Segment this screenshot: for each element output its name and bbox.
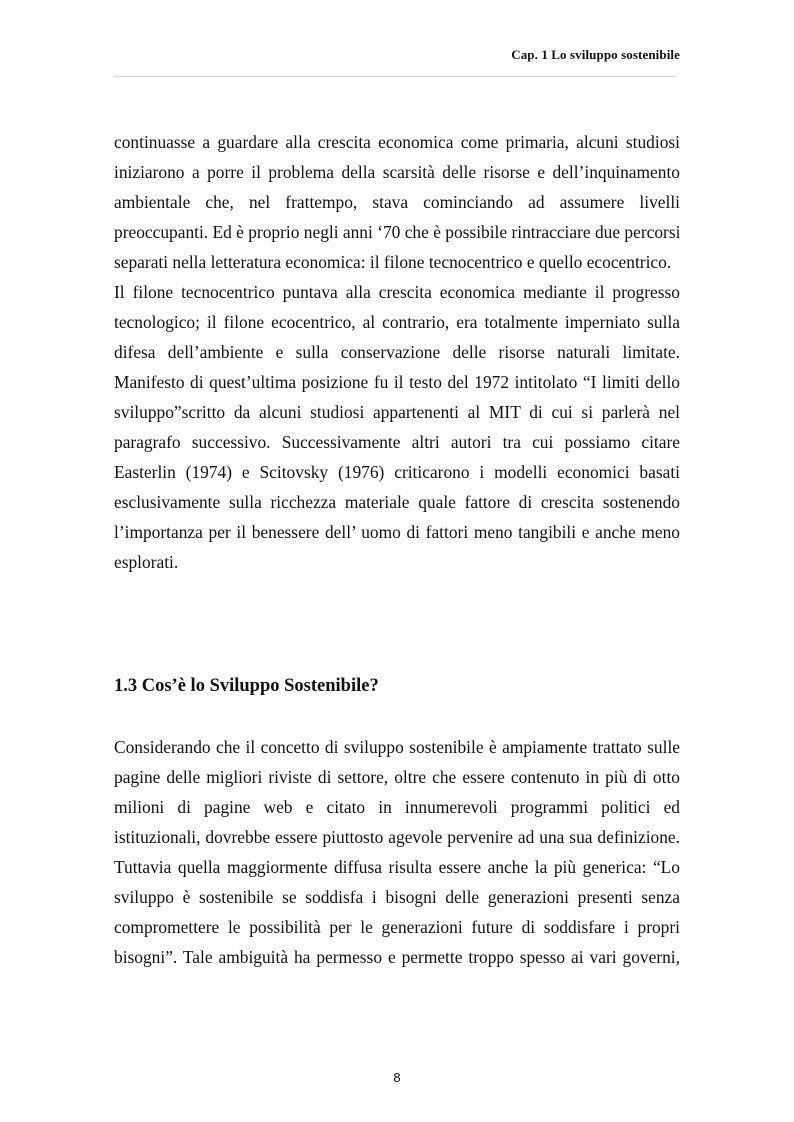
text-line: compromettere le possibilità per le generazioni future di soddisfare i propri — [114, 917, 680, 937]
text-line: preoccupanti. Ed è proprio negli anni ‘70 che è possibile rintracciare due percorsi — [114, 222, 681, 242]
text-line: Il filone tecnocentrico puntava alla crescita economica mediante il progresso — [114, 282, 680, 302]
text-line: sviluppo è sostenibile se soddisfa i bisogni delle generazioni presenti senza — [114, 887, 680, 907]
text-line: separati nella letteratura economica: il filone tecnocentrico e quello ecocentrico. — [114, 252, 672, 272]
text-line: l’importanza per il benessere dell’ uomo di fattori meno tangibili e anche meno — [114, 522, 680, 542]
text-line: milioni di pagine web e citato in innumerevoli programmi politici ed — [114, 797, 680, 817]
text-line: sviluppo”scritto da alcuni studiosi appartenenti al MIT di cui si parlerà nel — [114, 402, 680, 422]
text-line: pagine delle migliori riviste di settore, oltre che essere contenuto in più di otto — [114, 767, 680, 787]
text-line: Tuttavia quella maggiormente diffusa risulta essere anche la più generica: “Lo — [114, 857, 680, 877]
text-line: Easterlin (1974) e Scitovsky (1976) criticarono i modelli economici basati — [114, 462, 680, 482]
text-line: continuasse a guardare alla crescita economica come primaria, alcuni studiosi — [114, 132, 680, 152]
body-paragraphs-1 — [114, 127, 680, 577]
body-paragraphs-2 — [114, 732, 680, 972]
text-line: bisogni”. Tale ambiguità ha permesso e permette troppo spesso ai vari governi, — [114, 947, 680, 967]
text-line: ambientale che, nel frattempo, stava cominciando ad assumere livelli — [114, 192, 680, 212]
text-line: Considerando che il concetto di sviluppo sostenibile è ampiamente trattato sulle — [114, 737, 680, 757]
text-line: esclusivamente sulla ricchezza materiale quale fattore di crescita sostenendo — [114, 492, 680, 512]
page-number: 8 — [393, 1070, 401, 1085]
text-line: esplorati. — [114, 552, 179, 572]
text-line: tecnologico; il filone ecocentrico, al contrario, era totalmente imperniato sulla — [114, 312, 680, 332]
text-line: istituzionali, dovrebbe essere piuttosto agevole pervenire ad una sua definizione. — [114, 827, 680, 847]
section-heading: 1.3 Cos’è lo Sviluppo Sostenibile? — [114, 676, 379, 696]
text-line: iniziarono a porre il problema della scarsità delle risorse e dell’inquinamento — [114, 162, 680, 182]
text-line: Manifesto di quest’ultima posizione fu il testo del 1972 intitolato “I limiti dello — [114, 372, 680, 392]
text-line: difesa dell’ambiente e sulla conservazione delle risorse naturali limitate. — [114, 342, 680, 362]
header-divider — [114, 76, 677, 77]
running-header-title: Cap. 1 Lo sviluppo sostenibile — [511, 47, 680, 62]
text-line: paragrafo successivo. Successivamente altri autori tra cui possiamo citare — [114, 432, 680, 452]
